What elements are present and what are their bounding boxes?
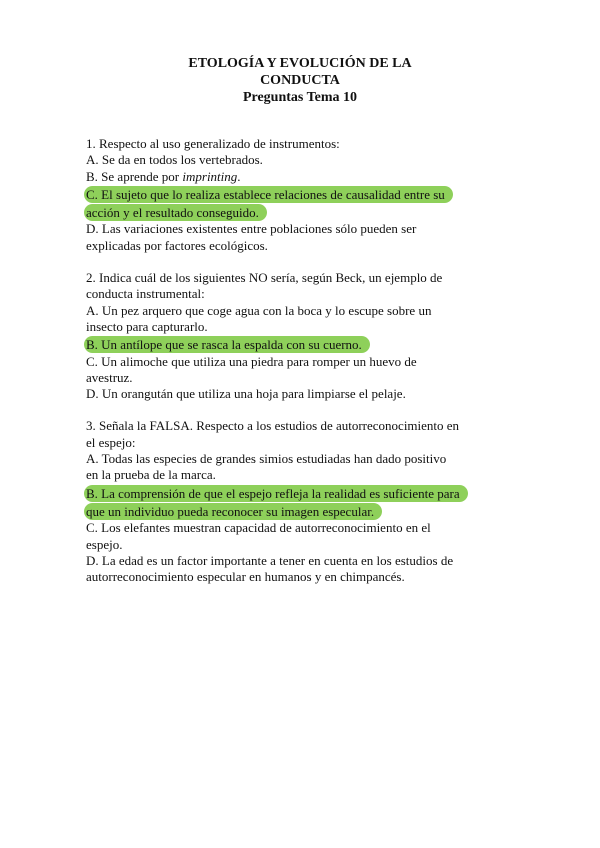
question-stem-line: 3. Señala la FALSA. Respecto a los estudios de autorreconocimiento en bbox=[86, 418, 460, 434]
document-title-line-2: CONDUCTA bbox=[260, 73, 340, 88]
option-d-line: explicadas por factores ecológicos. bbox=[86, 237, 268, 253]
option-a-line: insecto para capturarlo. bbox=[86, 318, 208, 334]
option-b bbox=[86, 169, 506, 185]
highlighted-line: que un individuo pueda reconocer su imagen especular. bbox=[84, 503, 382, 520]
question-stem-line: el espejo: bbox=[86, 434, 136, 450]
highlighted-line: acción y el resultado conseguido. bbox=[84, 204, 267, 221]
document-subtitle: Preguntas Tema 10 bbox=[242, 90, 358, 105]
question-1 bbox=[86, 136, 506, 254]
option-b-suffix: . bbox=[237, 168, 241, 184]
document-header bbox=[0, 55, 600, 106]
highlighted-line: B. La comprensión de que el espejo refleja la realidad es suficiente para bbox=[84, 485, 468, 502]
option-c-line: avestruz. bbox=[86, 369, 133, 385]
highlighted-line: B. Un antílope que se rasca la espalda con su cuerno. bbox=[84, 336, 370, 353]
option-c-line: C. Los elefantes muestran capacidad de autorreconocimiento en el bbox=[86, 520, 431, 536]
highlighted-line: C. El sujeto que lo realiza establece relaciones de causalidad entre su bbox=[84, 186, 453, 203]
option-a-line: A. Un pez arquero que coge agua con la boca y lo escupe sobre un bbox=[86, 302, 432, 318]
option-c-line: espejo. bbox=[86, 536, 123, 552]
questions-list bbox=[86, 136, 506, 601]
option-d-line: D. Un orangután que utiliza una hoja para limpiarse el pelaje. bbox=[86, 386, 406, 402]
question-stem-line: conducta instrumental: bbox=[86, 286, 205, 302]
question-3 bbox=[86, 418, 506, 585]
option-d-line: D. Las variaciones existentes entre poblaciones sólo pueden ser bbox=[86, 221, 417, 237]
option-c-highlighted bbox=[86, 185, 506, 222]
option-a-line: A. Todas las especies de grandes simios estudiadas han dado positivo bbox=[86, 451, 447, 467]
option-a: A. Se da en todos los vertebrados. bbox=[86, 152, 263, 168]
option-d-line: D. La edad es un factor importante a tener en cuenta en los estudios de bbox=[86, 552, 454, 568]
option-b-highlighted bbox=[86, 335, 506, 353]
option-b-prefix: B. Se aprende por bbox=[86, 168, 183, 184]
document-title-line-1: ETOLOGÍA Y EVOLUCIÓN DE LA bbox=[188, 56, 412, 71]
question-stem: 1. Respecto al uso generalizado de instrumentos: bbox=[86, 136, 340, 151]
option-c-line: C. Un alimoche que utiliza una piedra para romper un huevo de bbox=[86, 353, 417, 369]
option-b-highlighted bbox=[86, 484, 506, 521]
question-2 bbox=[86, 270, 506, 402]
option-d-line: autorreconocimiento especular en humanos y en chimpancés. bbox=[86, 569, 405, 585]
question-stem-line: 2. Indica cuál de los siguientes NO sería, según Beck, un ejemplo de bbox=[86, 270, 443, 286]
option-b-italic-term: imprinting bbox=[182, 168, 238, 184]
option-a-line: en la prueba de la marca. bbox=[86, 467, 216, 483]
